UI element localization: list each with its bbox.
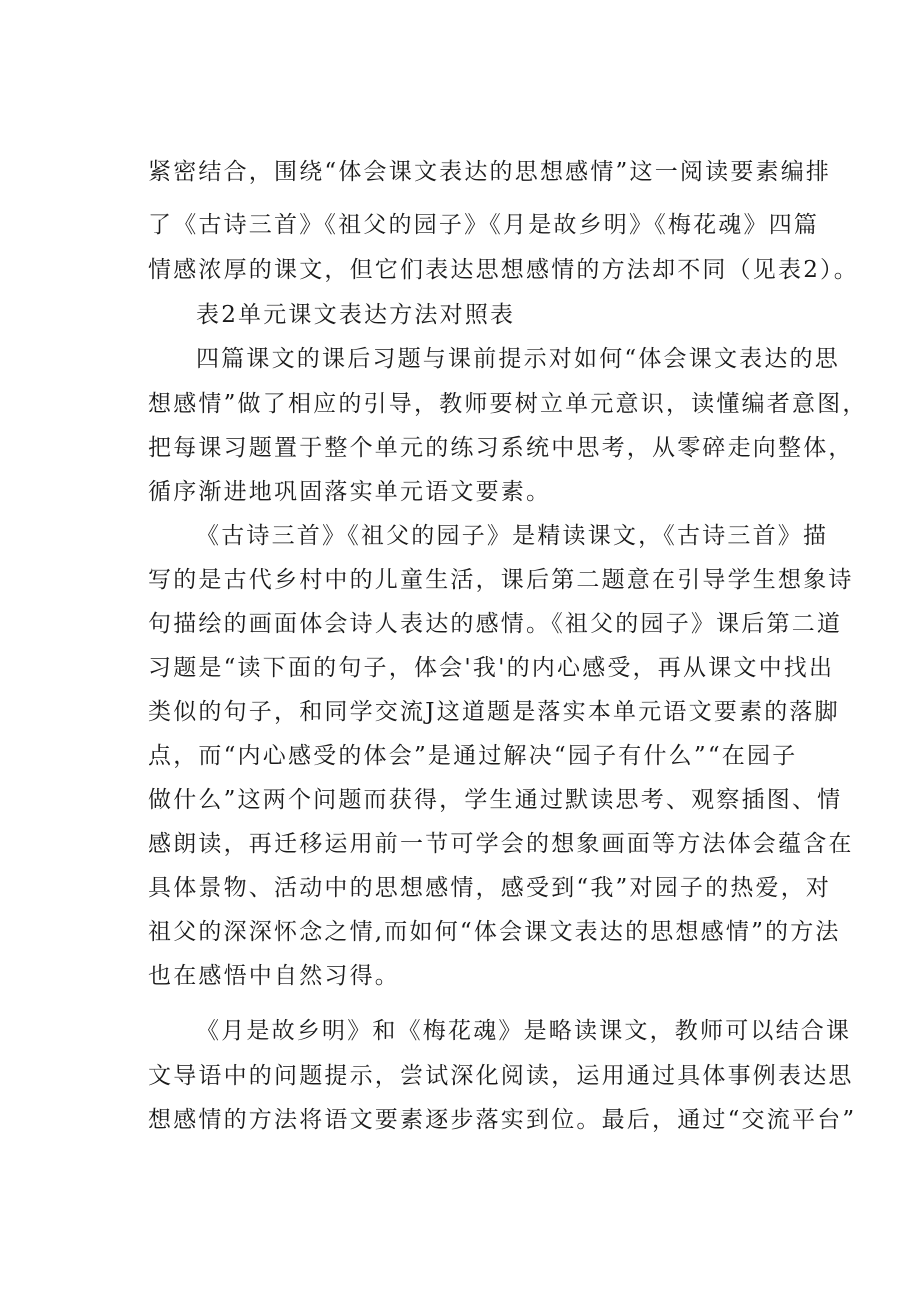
paragraph-2-line-3: 把每课习题置于整个单元的练习系统中思考，从零碎走向整体， <box>148 435 854 461</box>
paragraph-1-line-1: 紧密结合，围绕“体会课文表达的思想感情”这一阅读要素编排 <box>148 159 832 185</box>
paragraph-4-line-2: 文导语中的问题提示，尝试深化阅读，运用通过具体事例表达思 <box>148 1063 854 1089</box>
paragraph-3-line-6: 点，而“内心感受的体会”是通过解决“园子有什么”“在园子 <box>148 743 798 769</box>
paragraph-3-line-5: 类似的句子，和同学交流J这道题是落实本单元语文要素的落脚 <box>148 699 840 725</box>
paragraph-3-line-2: 写的是古代乡村中的儿童生活，课后第二题意在引导学生想象诗 <box>148 567 854 593</box>
paragraph-3-line-10: 祖父的深深怀念之情,而如何“体会课文表达的思想感情”的方法 <box>148 919 841 945</box>
paragraph-4-line-3: 想感情的方法将语文要素逐步落实到位。最后，通过“交流平台” <box>148 1107 857 1133</box>
paragraph-1-line-2: 了《古诗三首》《祖父的园子》《月是故乡明》《梅花魂》四篇 <box>148 212 820 238</box>
paragraph-3-line-3: 句描绘的画面体会诗人表达的感情。《祖父的园子》课后第二道 <box>148 611 843 637</box>
paragraph-3-line-11: 也在感悟中自然习得。 <box>148 963 400 989</box>
paragraph-3-line-8: 感朗读，再迁移运用前一节可学会的想象画面等方法体会蕴含在 <box>148 831 854 857</box>
paragraph-2-line-4: 循序渐进地巩固落实单元语文要素。 <box>148 479 552 505</box>
paragraph-3-line-4: 习题是“读下面的句子，体会'我'的内心感受，再从课文中找出 <box>148 655 835 681</box>
paragraph-2-line-2: 想感情”做了相应的引导，教师要树立单元意识，读懂编者意图， <box>148 391 868 417</box>
paragraph-3-line-9: 具体景物、活动中的思想感情，感受到“我”对园子的热爱，对 <box>148 875 832 901</box>
paragraph-3-line-1: 《古诗三首》《祖父的园子》是精读课文，《古诗三首》描 <box>196 523 829 549</box>
paragraph-2-line-1: 四篇课文的课后习题与课前提示对如何“体会课文表达的思 <box>196 346 840 372</box>
paragraph-3-line-7: 做什么”这两个问题而获得，学生通过默读思考、观察插图、情 <box>148 787 843 813</box>
paragraph-1-line-3: 情感浓厚的课文，但它们表达思想感情的方法却不同（见表2）。 <box>148 257 859 283</box>
table-caption: 表2单元课文表达方法对照表 <box>196 302 516 328</box>
paragraph-4-line-1: 《月是故乡明》和《梅花魂》是略读课文，教师可以结合课 <box>196 1018 852 1044</box>
